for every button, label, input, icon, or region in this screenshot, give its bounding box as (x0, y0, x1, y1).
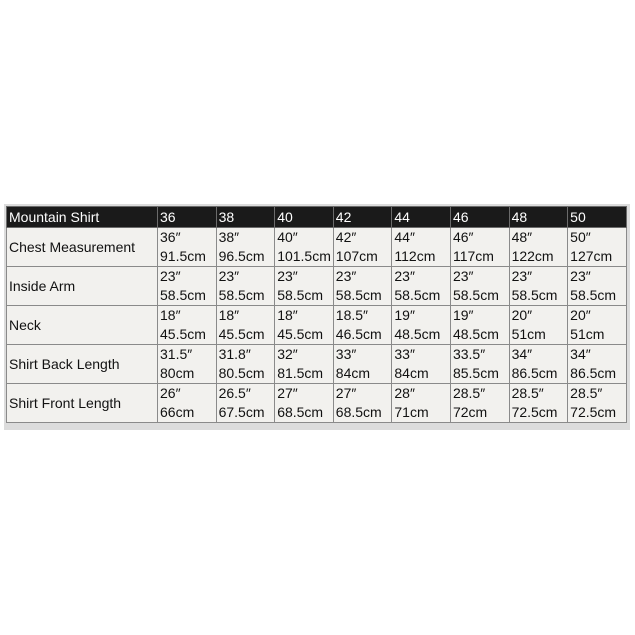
measurement-cell (450, 345, 509, 384)
header-size: 42 (333, 207, 392, 228)
value-centimeters: 68.5cm (335, 404, 382, 420)
value-centimeters: 48.5cm (394, 326, 441, 342)
value-centimeters: 86.5cm (511, 365, 558, 381)
measurement-cell (392, 228, 451, 267)
value-centimeters: 68.5cm (277, 404, 324, 420)
measurement-cell (509, 384, 568, 423)
value-inches: 33″ (394, 346, 415, 362)
value-centimeters: 46.5cm (335, 326, 382, 342)
value-centimeters: 72.5cm (570, 404, 617, 420)
value-centimeters: 122cm (511, 248, 554, 264)
value-centimeters: 86.5cm (570, 365, 617, 381)
value-centimeters: 58.5cm (160, 287, 206, 303)
measurement-cell (333, 306, 392, 345)
value-inches: 18″ (277, 307, 298, 323)
value-inches: 40″ (277, 229, 298, 245)
value-centimeters: 71cm (394, 404, 429, 420)
measurement-cell (333, 228, 392, 267)
value-centimeters: 67.5cm (218, 404, 265, 420)
header-size: 50 (568, 207, 627, 228)
measurement-cell (450, 306, 509, 345)
value-inches: 48″ (511, 229, 533, 245)
value-centimeters: 80.5cm (218, 365, 265, 381)
value-centimeters: 58.5cm (335, 287, 382, 303)
value-inches: 38″ (218, 229, 240, 245)
table-row (7, 306, 627, 345)
value-inches: 36″ (160, 229, 181, 245)
value-centimeters: 58.5cm (394, 287, 441, 303)
value-inches: 23″ (160, 268, 181, 284)
value-inches: 20″ (570, 307, 591, 323)
value-centimeters: 84cm (394, 365, 429, 381)
header-size: 38 (216, 207, 275, 228)
header-size: 44 (392, 207, 451, 228)
measurement-cell (392, 267, 451, 306)
value-centimeters: 48.5cm (452, 326, 499, 342)
value-centimeters: 58.5cm (277, 287, 324, 303)
value-inches: 31.5″ (160, 346, 193, 362)
value-inches: 20″ (511, 307, 533, 323)
header-product-name: Mountain Shirt (7, 207, 158, 228)
measurement-cell (568, 228, 627, 267)
measurement-cell (568, 306, 627, 345)
value-centimeters: 101.5cm (277, 248, 331, 264)
row-label: Neck (7, 306, 158, 345)
value-inches: 23″ (452, 268, 474, 284)
measurement-cell (392, 384, 451, 423)
measurement-cell (275, 345, 334, 384)
row-label: Inside Arm (7, 267, 158, 306)
table-row (7, 228, 627, 267)
value-inches: 42″ (335, 229, 357, 245)
value-centimeters: 58.5cm (218, 287, 265, 303)
value-centimeters: 45.5cm (218, 326, 265, 342)
value-centimeters: 107cm (335, 248, 378, 264)
value-inches: 27″ (335, 385, 357, 401)
header-size: 46 (450, 207, 509, 228)
size-chart-body (7, 228, 627, 423)
value-inches: 26.5″ (218, 385, 251, 401)
value-inches: 44″ (394, 229, 415, 245)
measurement-cell (450, 267, 509, 306)
row-label: Shirt Front Length (7, 384, 158, 423)
value-centimeters: 96.5cm (218, 248, 265, 264)
value-inches: 23″ (335, 268, 357, 284)
measurement-cell (509, 306, 568, 345)
measurement-cell (333, 384, 392, 423)
value-inches: 23″ (570, 268, 591, 284)
value-inches: 18.5″ (335, 307, 368, 323)
value-centimeters: 58.5cm (570, 287, 617, 303)
value-inches: 23″ (218, 268, 240, 284)
value-centimeters: 58.5cm (452, 287, 499, 303)
measurement-cell (275, 306, 334, 345)
measurement-cell (158, 228, 217, 267)
header-size: 36 (158, 207, 217, 228)
value-inches: 28″ (394, 385, 415, 401)
measurement-cell (509, 345, 568, 384)
value-inches: 28.5″ (452, 385, 486, 401)
value-inches: 34″ (511, 346, 533, 362)
size-chart-frame (4, 204, 630, 430)
value-inches: 19″ (452, 307, 474, 323)
measurement-cell (158, 306, 217, 345)
value-inches: 26″ (160, 385, 181, 401)
value-inches: 31.8″ (218, 346, 251, 362)
header-size: 48 (509, 207, 568, 228)
measurement-cell (333, 345, 392, 384)
value-centimeters: 72cm (452, 404, 488, 420)
value-inches: 34″ (570, 346, 591, 362)
measurement-cell (568, 267, 627, 306)
measurement-cell (216, 228, 275, 267)
measurement-cell (275, 228, 334, 267)
value-inches: 23″ (511, 268, 533, 284)
value-centimeters: 81.5cm (277, 365, 324, 381)
value-centimeters: 85.5cm (452, 365, 499, 381)
table-row (7, 267, 627, 306)
row-label: Shirt Back Length (7, 345, 158, 384)
measurement-cell (568, 345, 627, 384)
measurement-cell (568, 384, 627, 423)
header-size: 40 (275, 207, 334, 228)
value-inches: 19″ (394, 307, 415, 323)
value-inches: 32″ (277, 346, 298, 362)
value-centimeters: 58.5cm (511, 287, 558, 303)
value-centimeters: 127cm (570, 248, 613, 264)
table-row (7, 345, 627, 384)
value-inches: 18″ (160, 307, 181, 323)
measurement-cell (392, 306, 451, 345)
value-inches: 28.5″ (511, 385, 544, 401)
value-centimeters: 51cm (570, 326, 605, 342)
measurement-cell (216, 384, 275, 423)
measurement-cell (158, 345, 217, 384)
value-centimeters: 91.5cm (160, 248, 206, 264)
value-centimeters: 80cm (160, 365, 195, 381)
value-centimeters: 112cm (394, 248, 436, 264)
value-inches: 23″ (277, 268, 298, 284)
measurement-cell (509, 267, 568, 306)
value-centimeters: 45.5cm (277, 326, 324, 342)
value-centimeters: 66cm (160, 404, 195, 420)
value-inches: 23″ (394, 268, 415, 284)
measurement-cell (392, 345, 451, 384)
value-inches: 46″ (452, 229, 474, 245)
row-label: Chest Measurement (7, 228, 158, 267)
measurement-cell (216, 345, 275, 384)
measurement-cell (450, 384, 509, 423)
size-chart-table (6, 206, 627, 423)
value-inches: 50″ (570, 229, 591, 245)
value-inches: 33.5″ (452, 346, 486, 362)
value-inches: 27″ (277, 385, 298, 401)
measurement-cell (216, 306, 275, 345)
measurement-cell (158, 267, 217, 306)
value-centimeters: 117cm (452, 248, 494, 264)
measurement-cell (450, 228, 509, 267)
value-inches: 18″ (218, 307, 240, 323)
measurement-cell (275, 384, 334, 423)
value-inches: 28.5″ (570, 385, 603, 401)
value-inches: 33″ (335, 346, 357, 362)
header-row (7, 207, 627, 228)
measurement-cell (275, 267, 334, 306)
value-centimeters: 72.5cm (511, 404, 558, 420)
measurement-cell (333, 267, 392, 306)
value-centimeters: 51cm (511, 326, 546, 342)
measurement-cell (158, 384, 217, 423)
value-centimeters: 45.5cm (160, 326, 206, 342)
table-row (7, 384, 627, 423)
value-centimeters: 84cm (335, 365, 371, 381)
measurement-cell (509, 228, 568, 267)
measurement-cell (216, 267, 275, 306)
